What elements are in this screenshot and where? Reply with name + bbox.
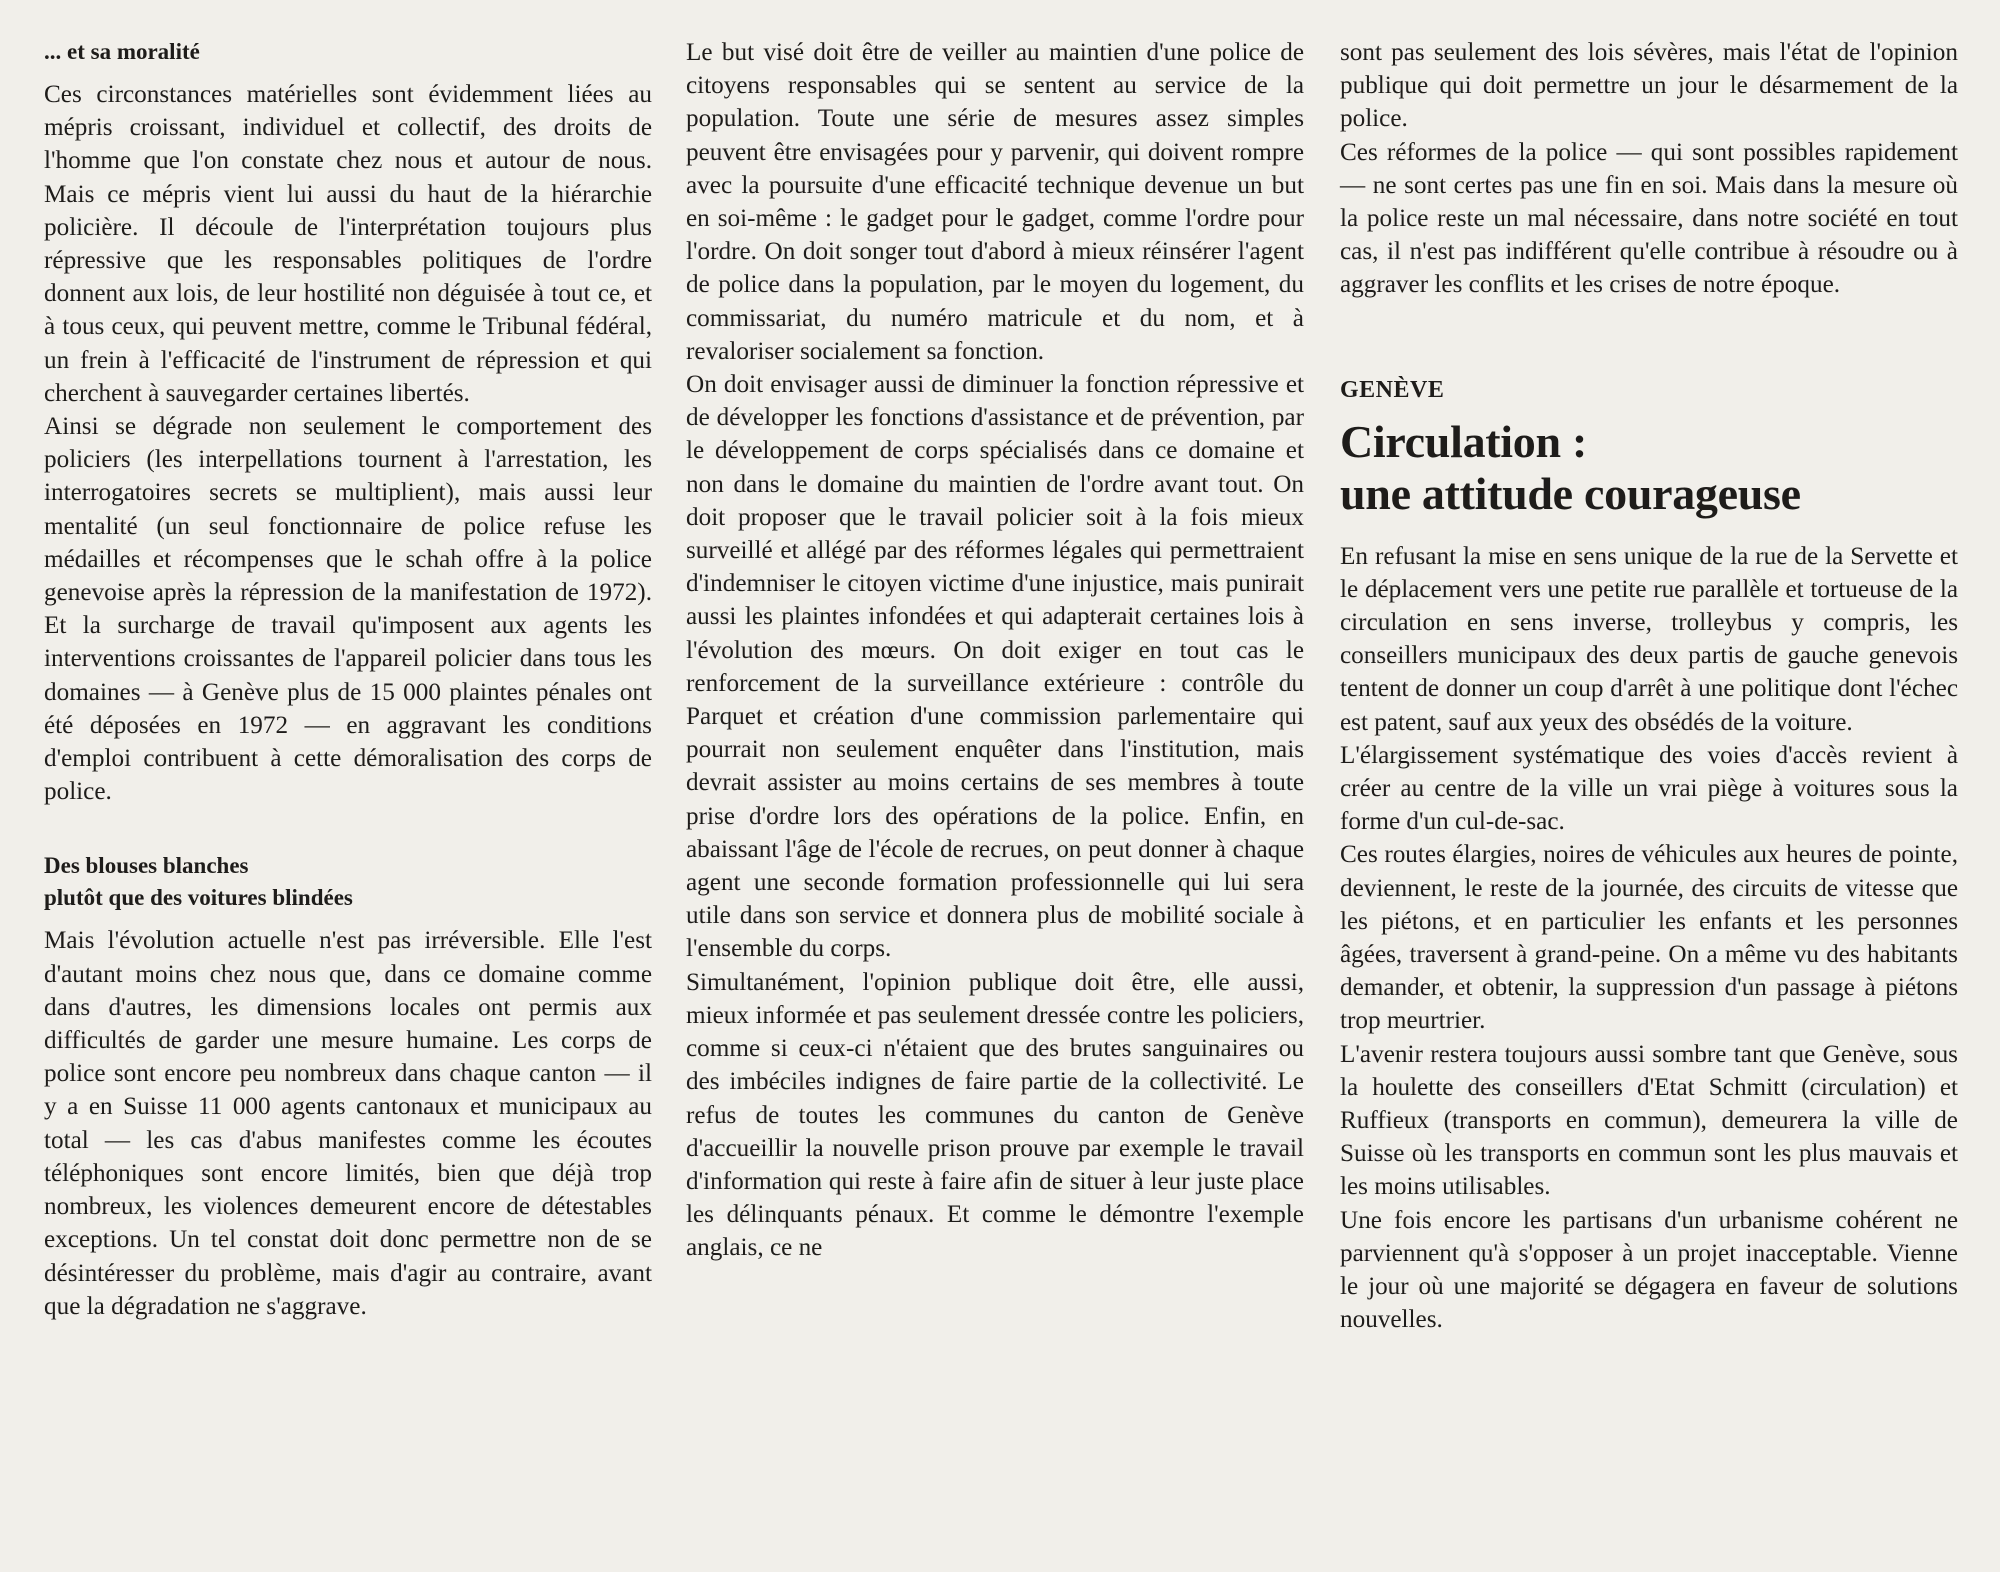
paragraph: On doit envisager aussi de diminuer la fonction répressive et de développer les fonctions d'assistance et de prévention, par le développement de corps spécialisés dans ce domaine et non dans le domaine du maintien de l'ordre avant tout. On doit proposer que le travail policier soit à la fois mieux surveillé et allégé par des réformes légales qui permettraient d'indemniser le citoyen victime d'une injustice, mais punirait aussi les plaintes infondées et qui adapterait certaines lois à l'évolution des mœurs. On doit exiger en tout cas le renforcement de la surveillance extérieure : contrôle du Parquet et création d'une commission parlementaire qui pourrait non seulement enquêter dans l'institution, mais devrait assister au moins certains de ses membres à toute prise d'ordre lors des opérations de la police. Enfin, en abaissant l'âge de l'école de recrues, on peut donner à chaque agent une seconde formation professionnelle qui lui sera utile dans son service et donnera plus de mobilité sociale à l'ensemble du corps. [686,371,1304,963]
subheading-moralite: ... et sa moralité [44,39,200,64]
subheading-line: Des blouses blanches [44,853,249,879]
paragraph: Une fois encore les partisans d'un urbanisme cohérent ne parviennent qu'à s'opposer à un projet inacceptable. Vienne le jour où une majorité se dégagera en faveur de solutions nouvelles. [1340,1206,1958,1334]
column-1 [44,36,652,1323]
section-rubric: GENÈVE [1340,376,1445,403]
subheading-blouses-blanches [44,850,652,914]
article-title [1340,416,1958,520]
title-line: Circulation : [1340,415,1587,467]
paragraph: L'avenir restera toujours aussi sombre tant que Genève, sous la houlette des conseillers d'Etat Schmitt (circulation) et Ruffieux (transports en commun), demeurera la ville de Suisse où les transports en commun sont les plus mauvais et les moins utilisables. [1340,1040,1958,1201]
paragraph: Mais l'évolution actuelle n'est pas irréversible. Elle l'est d'autant moins chez nous que, dans ce domaine comme dans d'autres, les dimensions locales ont permis aux difficultés de garder une mesure humaine. Les corps de police sont encore peu nombreux dans chaque canton — il y a en Suisse 11 000 agents cantonaux et municipaux au total — les cas d'abus manifestes comme les écoutes téléphoniques sont encore limités, bien que déjà trop nombreux, les violences demeurent encore de détestables exceptions. Un tel constat doit donc permettre non de se désintéresser du problème, mais d'agir au contraire, avant que la dégradation ne s'aggrave. [44,927,652,1320]
paragraph: Ces circonstances matérielles sont évidemment liées au mépris croissant, individuel et collectif, des droits de l'homme que l'on constate chez nous et autour de nous. Mais ce mépris vient lui aussi du haut de la hiérarchie policière. Il découle de l'interprétation toujours plus répressive que les responsables politiques de l'ordre donnent aux lois, de leur hostilité non déguisée à tout ce, et à tous ceux, qui peuvent mettre, comme le Tribunal fédéral, un frein à l'efficacité de l'instrument de répression et qui cherchent à sauvegarder certaines libertés. [44,81,652,407]
subheading-line: plutôt que des voitures blindées [44,885,353,911]
paragraph: L'élargissement systématique des voies d'accès revient à créer au centre de la ville un vrai piège à voitures sous la forme d'un cul-de-sac. [1340,741,1958,836]
title-line: une attitude courageuse [1340,467,1801,519]
paragraph: Le but visé doit être de veiller au maintien d'une police de citoyens responsables qui se sentent au service de la population. Toute une série de mesures assez simples peuvent être envisagées pour y parvenir, qui doivent rompre avec la poursuite d'une efficacité technique devenue un but en soi-même : le gadget pour le gadget, comme l'ordre pour l'ordre. On doit songer tout d'abord à mieux réinsérer l'agent de police dans la population, par le moyen du logement, du commissariat, du numéro matricule et du nom, et à revaloriser socialement sa fonction. [686,39,1304,365]
column-2 [686,36,1304,1265]
paragraph: En refusant la mise en sens unique de la rue de la Servette et le déplacement vers une petite rue parallèle et tortueuse de la circulation en sens inverse, trolleybus y compris, les conseillers municipaux des deux partis de gauche genevois tentent de donner un coup d'arrêt à une politique dont l'échec est patent, sauf aux yeux des obsédés de la voiture. [1340,542,1958,736]
paragraph: Ainsi se dégrade non seulement le comportement des policiers (les interpellations tournent à l'arrestation, les interrogatoires secrets se multiplient), mais aussi leur mentalité (un seul fonctionnaire de police refuse les médailles et récompenses que le schah offre à la police genevoise après la répression de la manifestation de 1972). Et la surcharge de travail qu'imposent aux agents les interventions croissantes de l'appareil policier dans tous les domaines — à Genève plus de 15 000 plaintes pénales ont été déposées en 1972 — en aggravant les conditions d'emploi contribuent à cette démoralisation des corps de police. [44,413,652,806]
paragraph: Ces routes élargies, noires de véhicules aux heures de pointe, deviennent, le reste de la journée, des circuits de vitesse que les piétons, et en particulier les enfants et les personnes âgées, traversent à grand-peine. On a même vu des habitants demander, et obtenir, la suppression d'un passage à piétons trop meurtrier. [1340,841,1958,1035]
paragraph: Simultanément, l'opinion publique doit être, elle aussi, mieux informée et pas seulement dressée contre les policiers, comme si ceux-ci n'étaient que des brutes sanguinaires ou des imbéciles indignes de faire partie de la collectivité. Le refus de toutes les communes du canton de Genève d'accueillir la nouvelle prison prouve par exemple le travail d'information qui reste à faire afin de situer à leur juste place les délinquants pénaux. Et comme le démontre l'exemple anglais, ce ne [686,968,1304,1262]
paragraph: sont pas seulement des lois sévères, mais l'état de l'opinion publique qui doit permettre un jour le désarmement de la police. [1340,39,1958,133]
column-3 [1340,36,1958,1337]
paragraph: Ces réformes de la police — qui sont possibles rapidement — ne sont certes pas une fin en soi. Mais dans la mesure où la police reste un mal nécessaire, dans notre société en tout cas, il n'est pas indifférent qu'elle contribue à résoudre ou à aggraver les conflits et les crises de notre époque. [1340,138,1958,299]
